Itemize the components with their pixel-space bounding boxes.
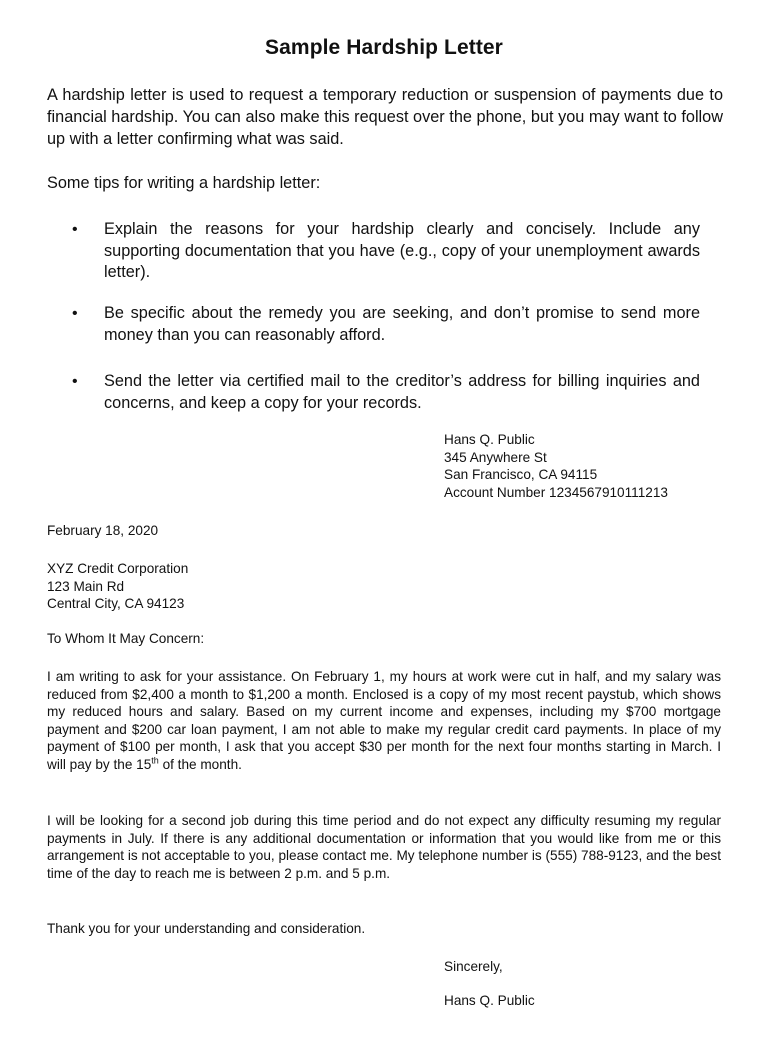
- ordinal-suffix: th: [151, 754, 159, 765]
- body-paragraph-1: [47, 668, 721, 773]
- sender-account: Account Number 1234567910111213: [444, 484, 668, 500]
- tip-item: Be specific about the remedy you are seeking, and don’t promise to send more money than you can reasonably afford.: [104, 304, 700, 344]
- recipient-city: Central City, CA 94123: [47, 596, 185, 611]
- body-paragraph-1-end: of the month.: [158, 756, 242, 772]
- bullet-icon: •: [72, 221, 78, 238]
- intro-paragraph: A hardship letter is used to request a temporary reduction or suspension of payments due to financial hardship. You can also make this request over the phone, but you may want to follow up with a letter confirming what was said.: [47, 86, 723, 148]
- sender-name: Hans Q. Public: [444, 432, 535, 447]
- bullet-icon: •: [72, 305, 78, 322]
- body-paragraph-2: I will be looking for a second job during this time period and do not expect any difficulty resuming my regular payments in July. If there is any additional documentation or information that you would like from me or this arrangement is not acceptable to you, please contact me. My telephone number is (555) 788-9123, and the best time of the day to reach me is between 2 p.m. and 5 p.m.: [47, 813, 721, 881]
- recipient-street: 123 Main Rd: [47, 578, 125, 594]
- sender-city: San Francisco, CA 94115: [444, 467, 598, 482]
- bullet-icon: •: [72, 373, 78, 390]
- recipient-company: XYZ Credit Corporation: [47, 561, 189, 576]
- body-paragraph-1-text: I am writing to ask for your assistance. On February 1, my hours at work were cut in half, and my salary was reduced from $2,400 a month to $1,200 a month. Enclosed is a copy of my most recent paystub, which shows my reduced hours and salary. Based on my current income and expenses, including my $700 mortgage payment and $200 car loan payment, I am not able to make my regular credit card payments. In place of my payment of $100 per month, I ask that you accept $30 per month for the next four months starting in March. I will pay by the 15: [47, 669, 721, 772]
- page-title: Sample Hardship Letter: [265, 36, 503, 59]
- sender-street: 345 Anywhere St: [444, 449, 547, 465]
- signature-name: Hans Q. Public: [444, 993, 535, 1008]
- tip-item: Explain the reasons for your hardship clearly and concisely. Include any supporting documentation that you have (e.g., copy of your unemployment awards letter).: [104, 220, 700, 281]
- closing: Sincerely,: [444, 959, 503, 974]
- tip-item: Send the letter via certified mail to the creditor’s address for billing inquiries and concerns, and keep a copy for your records.: [104, 372, 700, 412]
- letter-date: February 18, 2020: [47, 523, 159, 538]
- salutation: To Whom It May Concern:: [47, 631, 205, 646]
- thanks-line: Thank you for your understanding and consideration.: [47, 921, 366, 936]
- tips-heading: Some tips for writing a hardship letter:: [47, 174, 321, 192]
- sender-address: [444, 431, 668, 501]
- recipient-address: [47, 560, 188, 613]
